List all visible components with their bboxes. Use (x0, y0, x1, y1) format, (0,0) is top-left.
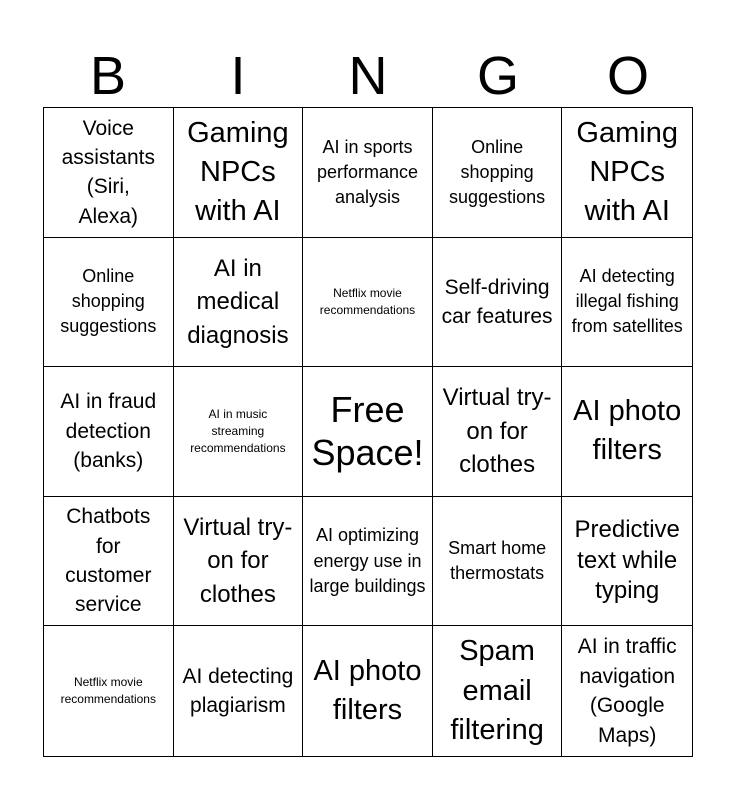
bingo-cell[interactable] (433, 108, 563, 238)
cell-text: Virtual try-on for clothes (442, 384, 552, 479)
bingo-cell[interactable] (44, 626, 174, 756)
bingo-cell[interactable] (174, 108, 304, 238)
cell-text: Spam email filtering (450, 635, 544, 746)
cell-text: AI photo filters (573, 395, 682, 467)
bingo-board (43, 107, 693, 757)
header-letter-o: O (606, 46, 649, 106)
bingo-cell[interactable] (433, 367, 563, 497)
cell-text: Online shopping suggestions (449, 136, 546, 207)
bingo-cell[interactable] (174, 497, 304, 627)
bingo-cell[interactable] (433, 497, 563, 627)
header-letter-b: B (89, 46, 127, 106)
bingo-cell[interactable] (562, 626, 692, 756)
cell-text: Gaming NPCs with AI (187, 116, 289, 227)
bingo-cell[interactable] (44, 497, 174, 627)
cell-text: AI photo filters (313, 655, 422, 727)
bingo-cell[interactable] (433, 626, 563, 756)
bingo-cell[interactable] (303, 238, 433, 368)
bingo-cell[interactable] (174, 367, 304, 497)
free-space-text: Free Space! (311, 388, 424, 474)
cell-text: AI in fraud detection (banks) (60, 390, 157, 473)
bingo-cell[interactable] (562, 238, 692, 368)
cell-text: Gaming NPCs with AI (576, 116, 678, 227)
cell-text: AI optimizing energy use in large buildings (309, 525, 426, 596)
bingo-cell[interactable] (303, 108, 433, 238)
bingo-cell[interactable] (303, 626, 433, 756)
cell-text: Chatbots for customer service (65, 505, 152, 617)
bingo-cell[interactable] (44, 367, 174, 497)
bingo-header (43, 44, 693, 108)
bingo-cell[interactable] (174, 626, 304, 756)
cell-text: Netflix movie recommendations (319, 286, 416, 317)
header-letter-g: G (476, 46, 519, 106)
cell-text: Netflix movie recommendations (60, 675, 156, 707)
header-letter-i: I (230, 46, 246, 106)
bingo-cell[interactable] (44, 108, 174, 238)
cell-text: AI in sports performance analysis (316, 136, 419, 207)
bingo-cell[interactable] (433, 238, 563, 368)
cell-text: AI in traffic navigation (Google Maps) (577, 635, 677, 747)
free-space-cell[interactable] (303, 367, 433, 497)
cell-text: Virtual try-on for clothes (183, 513, 293, 608)
bingo-cell[interactable] (174, 238, 304, 368)
cell-text: AI in music streaming recommendations (190, 407, 286, 455)
cell-text: Online shopping suggestions (60, 266, 157, 337)
cell-text: AI in medical diagnosis (187, 254, 289, 349)
cell-text: Smart home thermostats (448, 537, 547, 584)
bingo-cell[interactable] (562, 108, 692, 238)
cell-text: Voice assistants (Siri, Alexa) (61, 116, 155, 228)
header-letter-n: N (348, 46, 388, 106)
cell-text: AI detecting illegal fishing from satellites (571, 266, 683, 337)
bingo-cell[interactable] (44, 238, 174, 368)
bingo-cell[interactable] (303, 497, 433, 627)
bingo-cell[interactable] (562, 367, 692, 497)
cell-text: Self-driving car features (441, 275, 553, 328)
bingo-cell[interactable] (562, 497, 692, 627)
cell-text: AI detecting plagiarism (182, 664, 294, 718)
cell-text: Predictive text while typing (574, 516, 680, 605)
